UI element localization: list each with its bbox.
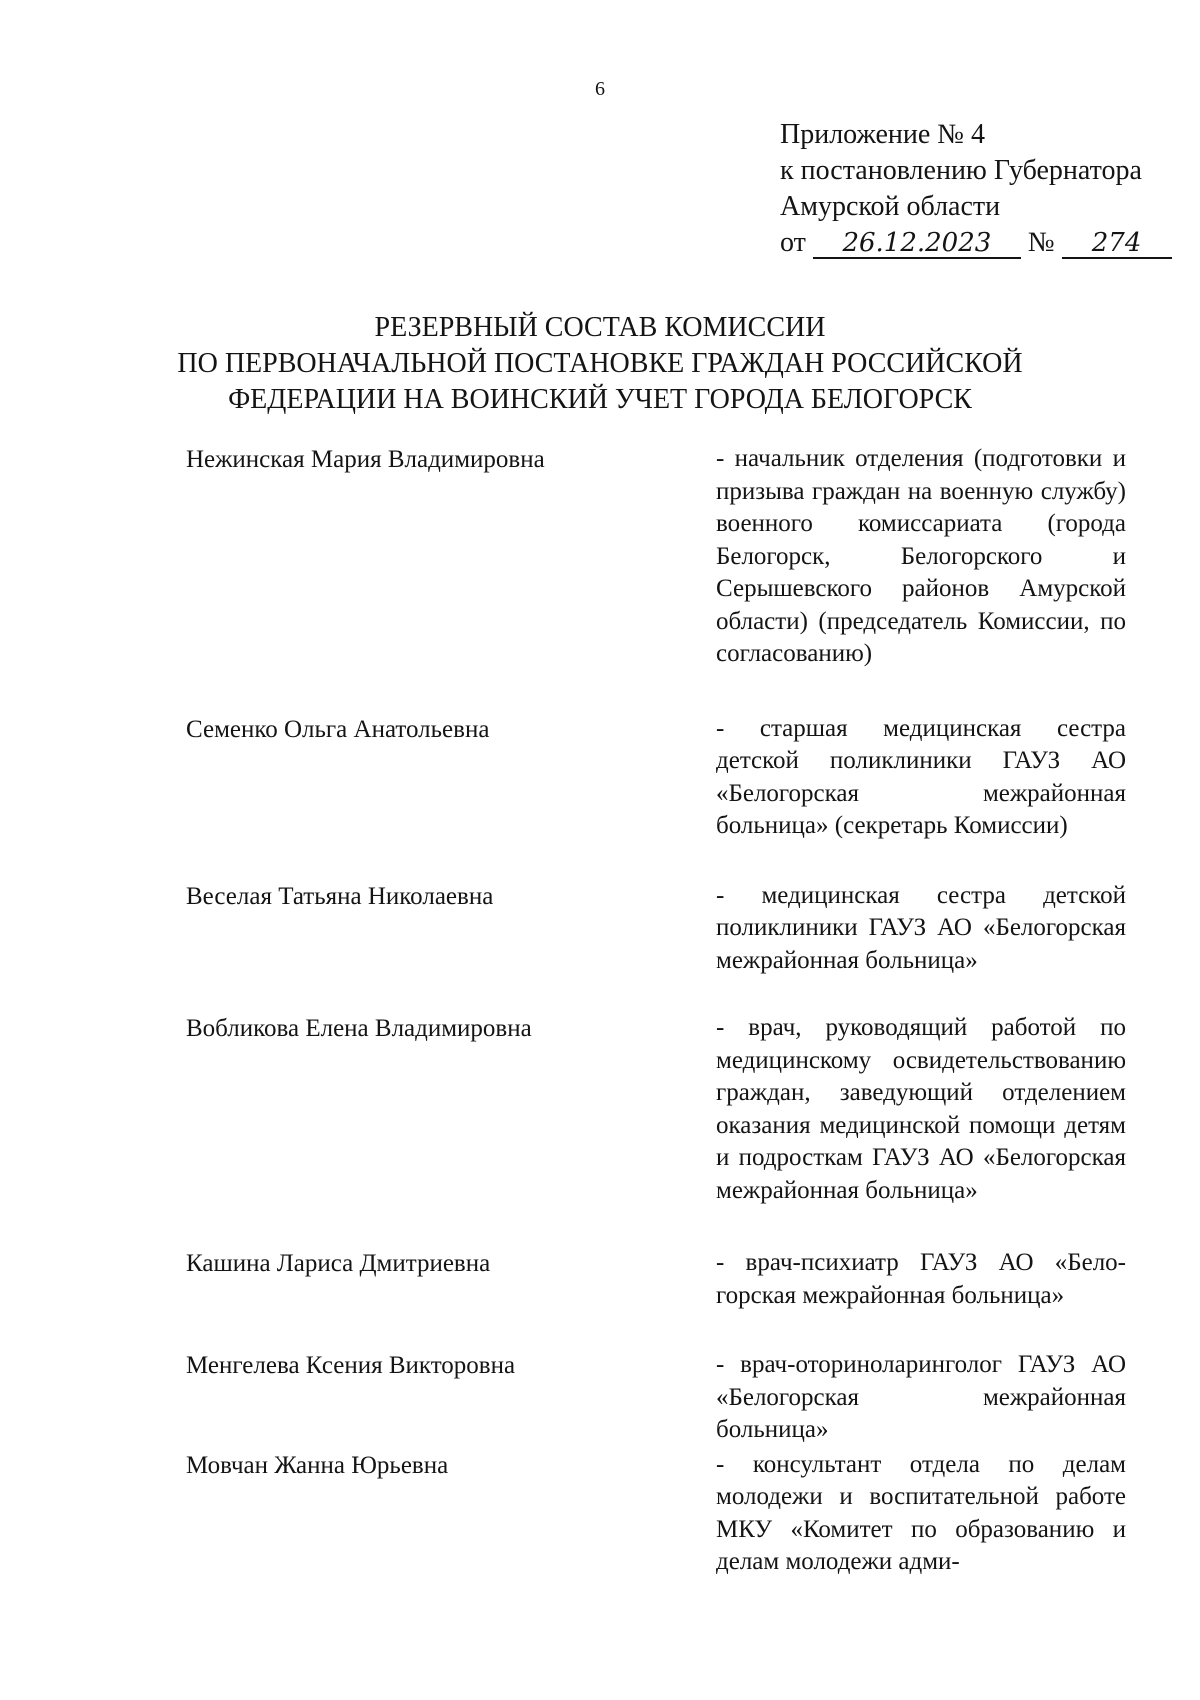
member-role: - консультант отдела по делам молодежи и воспитательной работе МКУ «Комитет по образованию и делам молодежи адми- bbox=[716, 1450, 1126, 1575]
member-row bbox=[186, 1247, 1126, 1312]
member-row bbox=[186, 443, 1126, 671]
member-role: - врач, руководящий работой по медицинскому освидетельствованию граждан, заведующий отделением оказания медицинской помощи детям и подросткам ГАУЗ АО «Белогорская межрайонная больница» bbox=[716, 1014, 1126, 1204]
member-row bbox=[186, 1449, 1126, 1579]
title-line-1: РЕЗЕРВНЫЙ СОСТАВ КОМИССИИ bbox=[374, 312, 826, 343]
member-role: - начальник отделения (подготовки и призыва граждан на военную службу) военного комиссариата (города Белогорск, Белогорского и Серышевского районов Амурской области) (председатель Комиссии, по согласованию) bbox=[716, 445, 1126, 667]
member-role: - медицинская сестра детской поликлиники ГАУЗ АО «Белогорская межрайонная больница» bbox=[716, 881, 1126, 974]
member-name: Вобликова Елена Владимировна bbox=[186, 1015, 532, 1042]
document-title bbox=[0, 310, 1200, 418]
member-row bbox=[186, 880, 1126, 978]
appendix-reference: к постановлению Губернатора bbox=[780, 155, 1142, 186]
title-line-3: ФЕДЕРАЦИИ НА ВОИНСКИЙ УЧЕТ ГОРОДА БЕЛОГОРСК bbox=[228, 384, 972, 415]
member-roster bbox=[186, 443, 1126, 1579]
member-row bbox=[186, 1349, 1126, 1447]
number-prefix: № bbox=[1027, 227, 1055, 258]
member-name: Веселая Татьяна Николаевна bbox=[186, 882, 494, 910]
title-line-2: ПО ПЕРВОНАЧАЛЬНОЙ ПОСТАНОВКЕ ГРАЖДАН РОССИЙСКОЙ bbox=[177, 348, 1023, 379]
appendix-title: Приложение № 4 bbox=[780, 119, 985, 150]
member-row bbox=[186, 713, 1126, 843]
handwritten-date: 26.12.2023 bbox=[813, 229, 1021, 259]
appendix-region: Амурской области bbox=[780, 191, 1001, 222]
page-number: 6 bbox=[595, 78, 605, 100]
handwritten-number: 274 bbox=[1062, 229, 1172, 259]
member-row bbox=[186, 1012, 1126, 1207]
member-name: Менгелева Ксения Викторовна bbox=[186, 1352, 516, 1379]
member-role: - старшая медицинская сестра детской поликлиники ГАУЗ АО «Белогорская межрайонная больница» (секретарь Комиссии) bbox=[716, 714, 1126, 839]
member-role: - врач-оториноларинголог ГАУЗ АО «Белогорская межрайонная больница» bbox=[716, 1351, 1126, 1443]
member-name: Мовчан Жанна Юрьевна bbox=[186, 1451, 449, 1479]
member-name: Семенко Ольга Анатольевна bbox=[186, 715, 490, 743]
member-name: Кашина Лариса Дмитриевна bbox=[186, 1250, 491, 1277]
appendix-date-line bbox=[780, 225, 1172, 261]
appendix-header bbox=[780, 117, 1172, 261]
member-name: Нежинская Мария Владимировна bbox=[186, 446, 545, 473]
date-prefix: от bbox=[780, 227, 806, 258]
member-role: - врач-психиатр ГАУЗ АО «Белогорская межрайонная больница» bbox=[716, 1249, 1126, 1309]
